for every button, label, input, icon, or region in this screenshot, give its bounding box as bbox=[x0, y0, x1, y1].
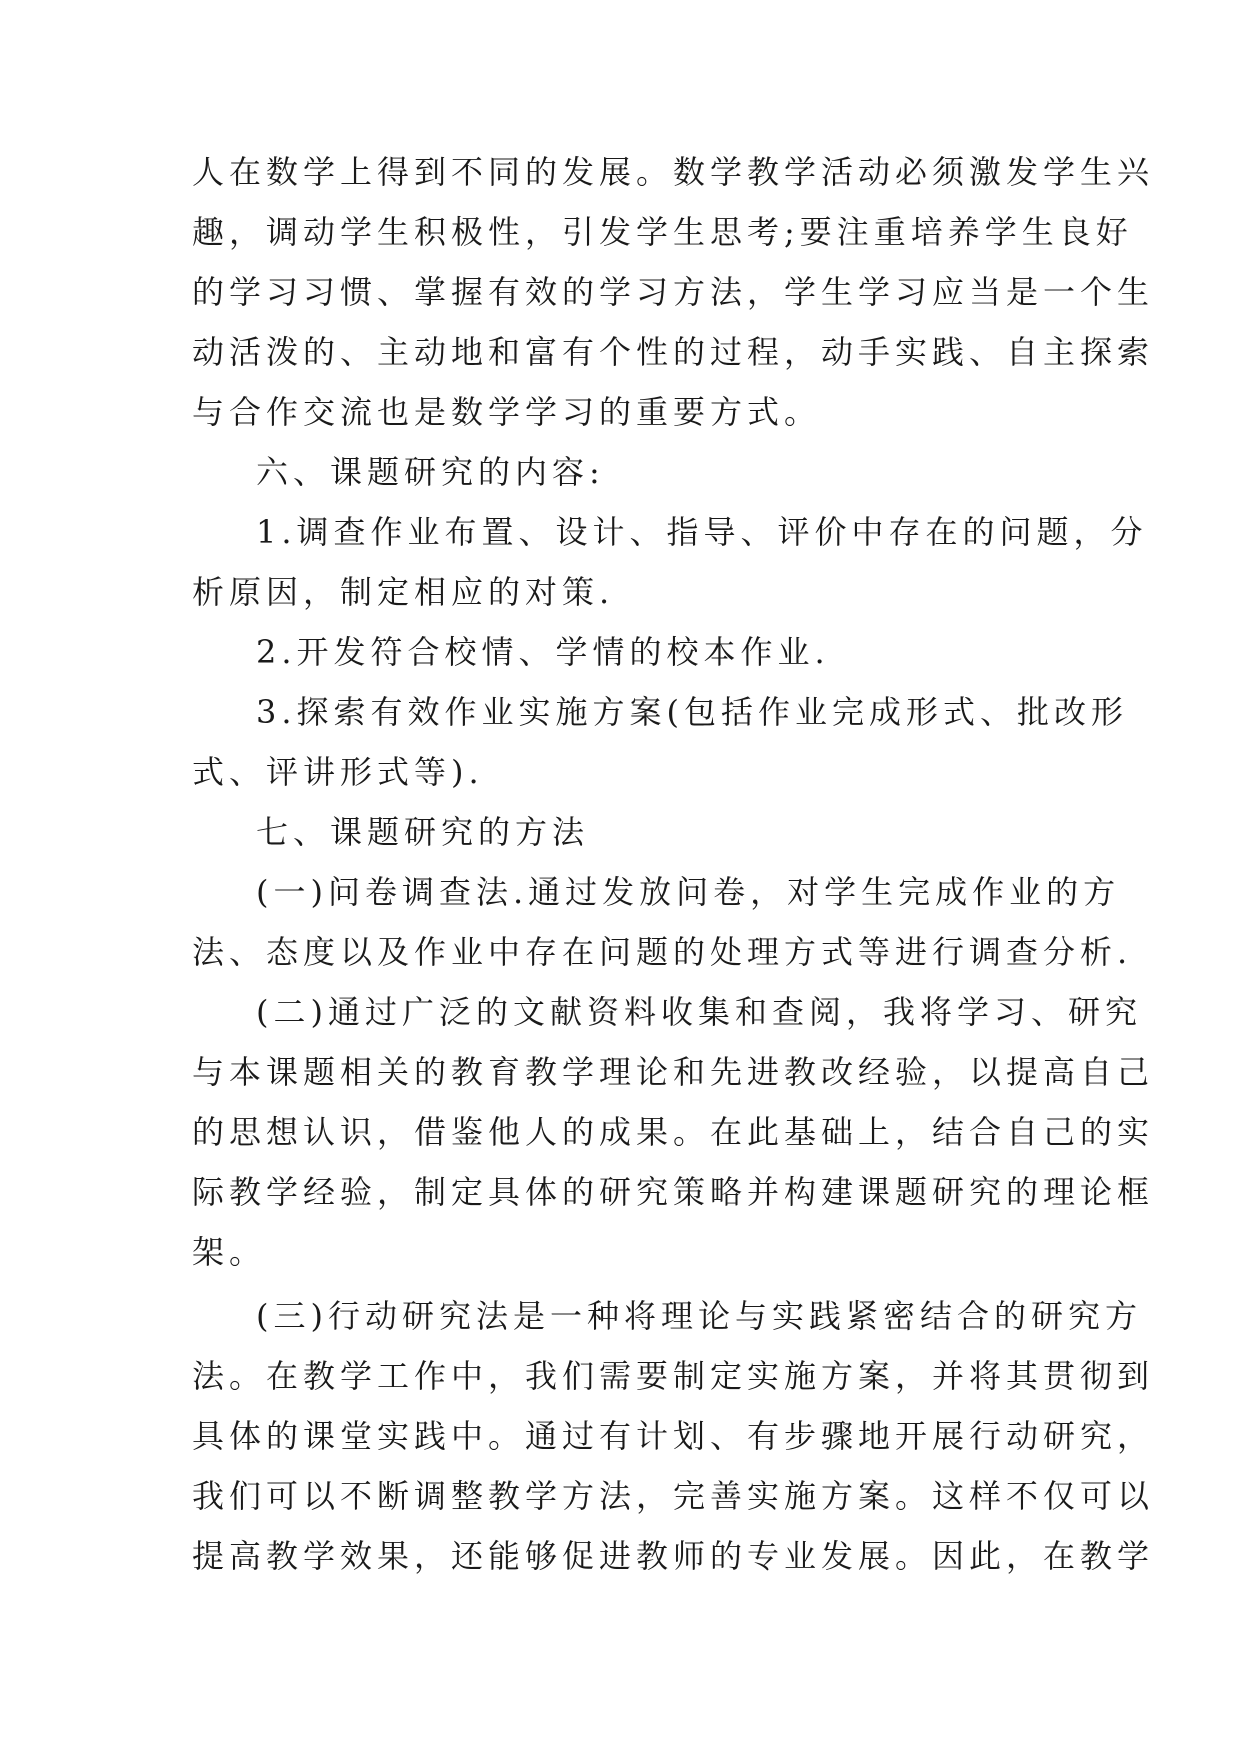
paragraph-line: 趣，调动学生积极性，引发学生思考;要注重培养学生良好 bbox=[192, 213, 1133, 251]
paragraph-line: 际教学经验，制定具体的研究策略并构建课题研究的理论框 bbox=[192, 1173, 1155, 1211]
paragraph-line: (二)通过广泛的文献资料收集和查阅，我将学习、研究 bbox=[256, 993, 1142, 1031]
section-heading: 七、课题研究的方法 bbox=[256, 813, 590, 851]
paragraph-line: (一)问卷调查法.通过发放问卷，对学生完成作业的方 bbox=[256, 873, 1121, 911]
list-item-line: 式、评讲形式等). bbox=[192, 753, 484, 791]
paragraph-line: 与本课题相关的教育教学理论和先进教改经验，以提高自己 bbox=[192, 1053, 1155, 1091]
paragraph-line: 提高教学效果，还能够促进教师的专业发展。因此，在教学 bbox=[192, 1537, 1155, 1575]
paragraph-line: 与合作交流也是数学学习的重要方式。 bbox=[192, 393, 822, 431]
paragraph-line: 法、态度以及作业中存在问题的处理方式等进行调查分析. bbox=[192, 933, 1133, 971]
paragraph-line: 的学习习惯、掌握有效的学习方法，学生学习应当是一个生 bbox=[192, 273, 1155, 311]
paragraph-line: 的思想认识，借鉴他人的成果。在此基础上，结合自己的实 bbox=[192, 1113, 1155, 1151]
paragraph-line: 架。 bbox=[192, 1233, 267, 1271]
list-item-line: 3.探索有效作业实施方案(包括作业完成形式、批改形 bbox=[256, 693, 1129, 731]
paragraph-line: (三)行动研究法是一种将理论与实践紧密结合的研究方 bbox=[256, 1297, 1142, 1335]
list-item-line: 1.调查作业布置、设计、指导、评价中存在的问题，分 bbox=[256, 513, 1148, 551]
paragraph-line: 人在数学上得到不同的发展。数学教学活动必须激发学生兴 bbox=[192, 153, 1155, 191]
list-item-line: 2.开发符合校情、学情的校本作业. bbox=[256, 633, 830, 671]
paragraph-line: 动活泼的、主动地和富有个性的过程，动手实践、自主探索 bbox=[192, 333, 1155, 371]
section-heading: 六、课题研究的内容: bbox=[256, 453, 605, 491]
paragraph-line: 法。在教学工作中，我们需要制定实施方案，并将其贯彻到 bbox=[192, 1357, 1155, 1395]
paragraph-line: 我们可以不断调整教学方法，完善实施方案。这样不仅可以 bbox=[192, 1477, 1155, 1515]
list-item-line: 析原因，制定相应的对策. bbox=[192, 573, 615, 611]
paragraph-line: 具体的课堂实践中。通过有计划、有步骤地开展行动研究， bbox=[192, 1417, 1155, 1455]
